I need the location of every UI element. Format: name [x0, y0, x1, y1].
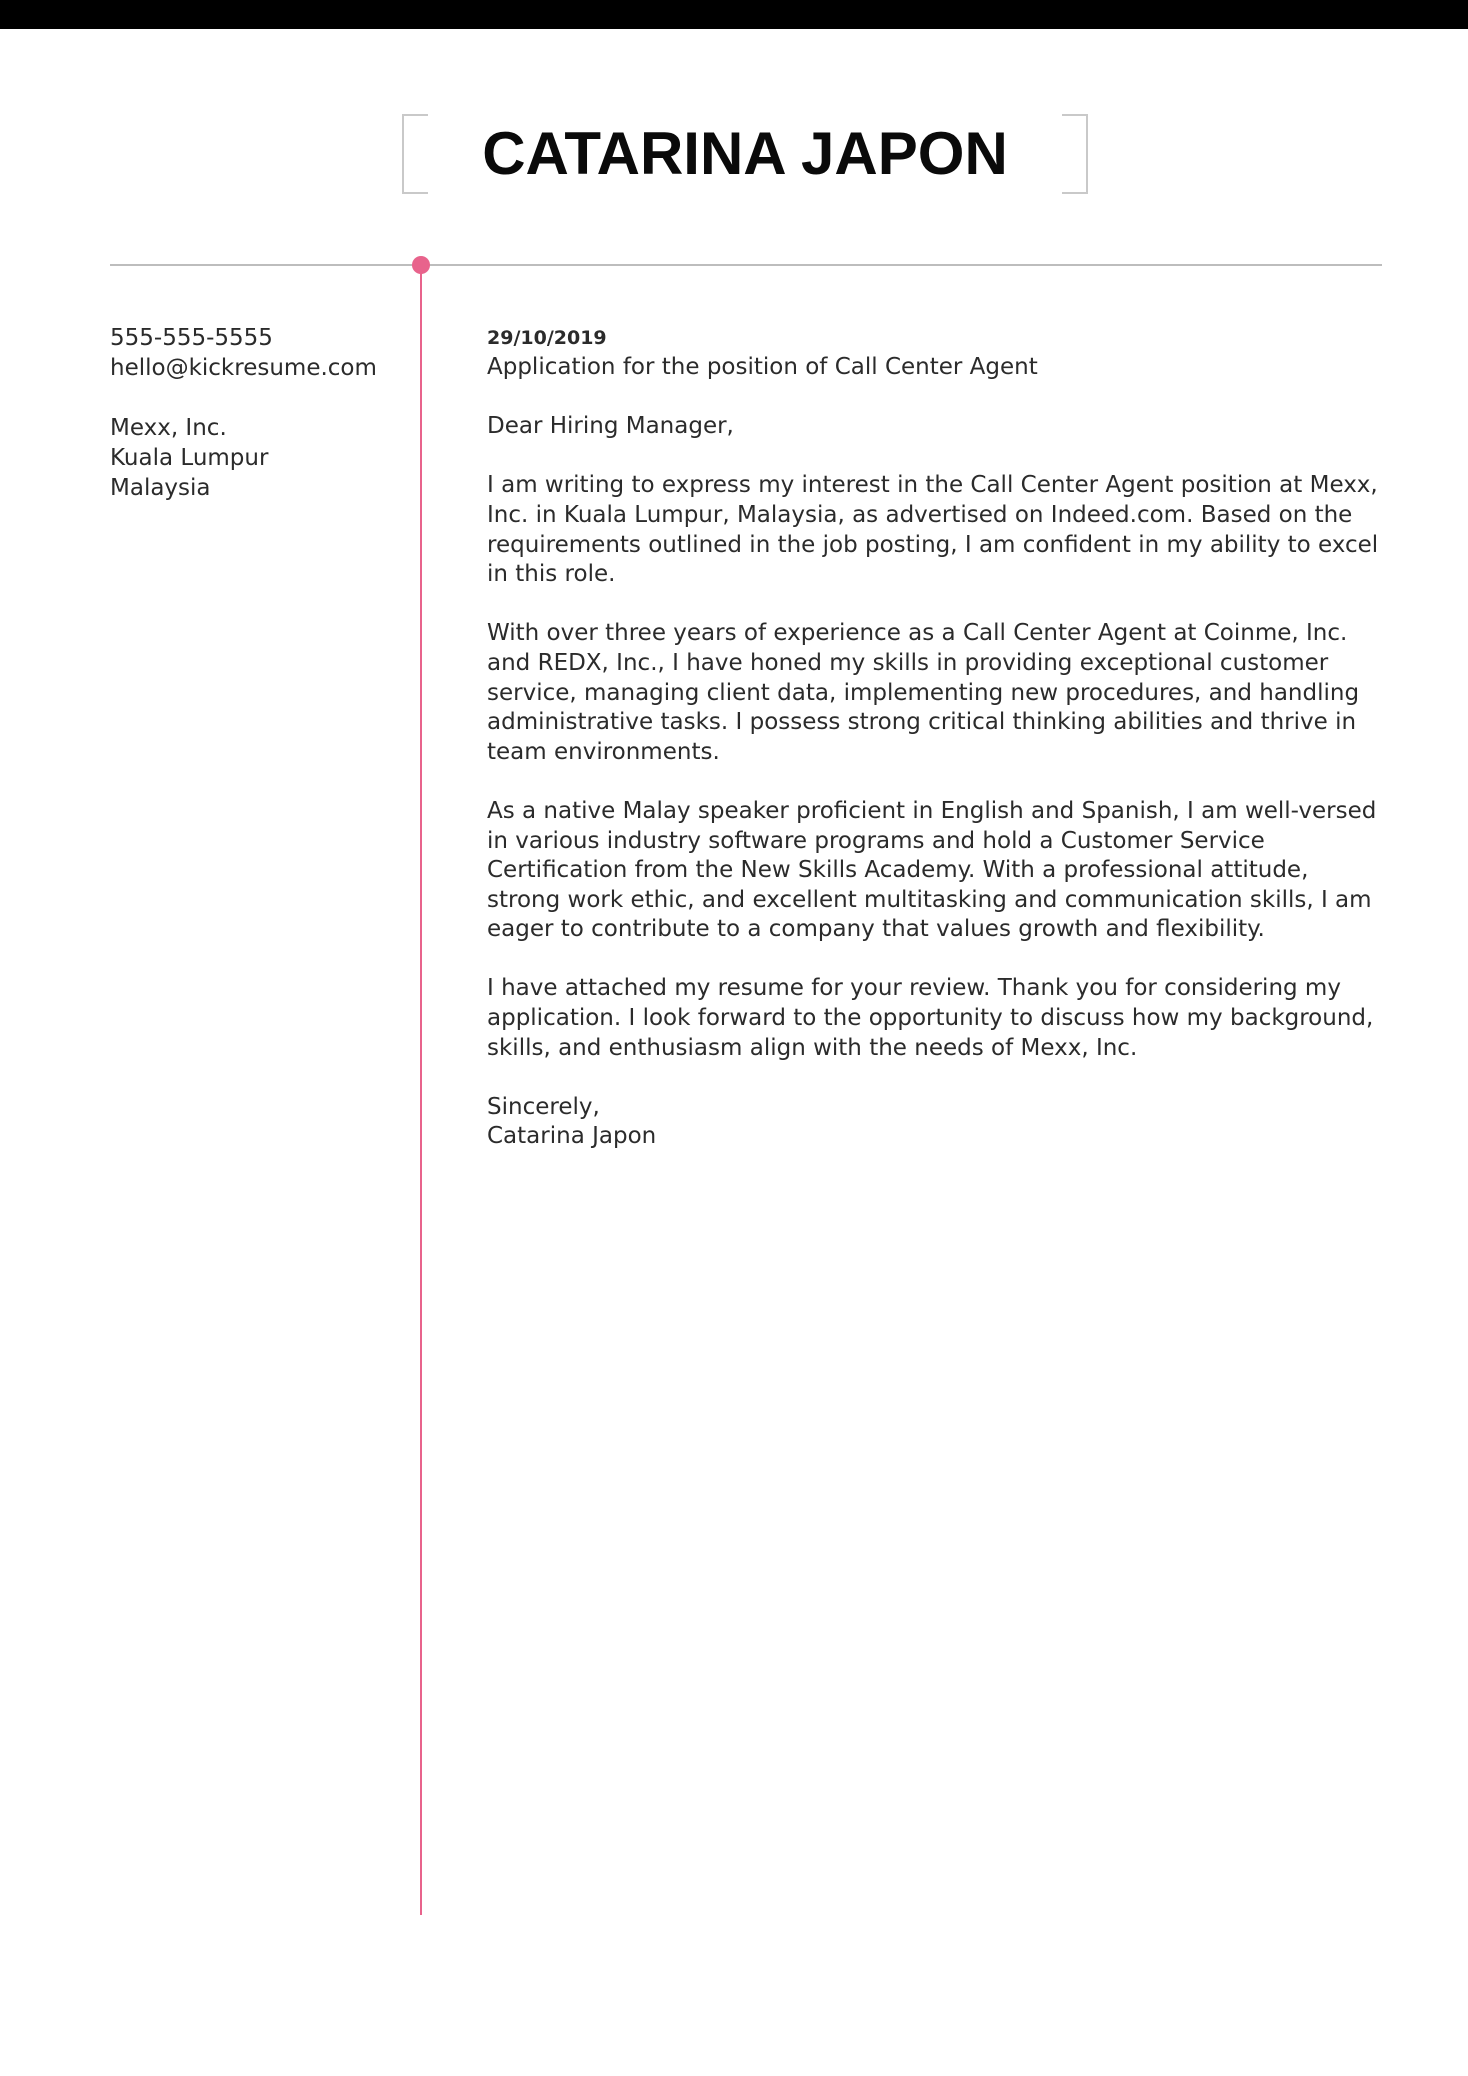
- phone-number: 555-555-5555: [110, 325, 273, 351]
- horizontal-divider: [110, 264, 1382, 266]
- signature: Catarina Japon: [487, 1123, 657, 1150]
- divider-dot-ornament: [412, 256, 430, 274]
- vertical-divider: [420, 265, 422, 1915]
- letter-date: 29/10/2019: [487, 327, 607, 349]
- closing: Sincerely,: [487, 1093, 600, 1120]
- recipient-company: Mexx, Inc.: [110, 415, 227, 441]
- name-header: [402, 114, 1088, 194]
- letter-body: [487, 323, 1382, 1152]
- paragraph-3: As a native Malay speaker proficient in English and Spanish, I am well-versed in various industry software programs and hold a Customer Service Certification from the New Skills Academy. With a professional attitude, strong work ethic, and excellent multitasking and communication skills, I am eager to contribute to a company that values growth and flexibility.: [487, 797, 1377, 943]
- applicant-name: CATARINA JAPON: [482, 120, 1008, 187]
- signoff: [487, 1093, 1382, 1152]
- recipient-city: Kuala Lumpur: [110, 445, 269, 471]
- contact-info: [110, 323, 410, 383]
- paragraph-2: With over three years of experience as a Call Center Agent at Coinme, Inc. and REDX, Inc., I have honed my skills in providing exceptional customer service, managing client data, implementing new procedures, and handling administrative tasks. I possess strong critical thinking abilities and thrive in team environments.: [487, 620, 1360, 765]
- paragraph-4: I have attached my resume for your review. Thank you for considering my application. I look forward to the opportunity to discuss how my background, skills, and enthusiasm align with the needs of Mexx, Inc.: [487, 975, 1374, 1061]
- top-bar: [0, 0, 1468, 29]
- email-address: hello@kickresume.com: [110, 355, 377, 381]
- recipient-address: [110, 413, 410, 503]
- recipient-country: Malaysia: [110, 475, 211, 501]
- salutation: Dear Hiring Manager,: [487, 413, 734, 440]
- contact-sidebar: [110, 323, 410, 533]
- paragraph-1: I am writing to express my interest in the Call Center Agent position at Mexx, Inc. in Kuala Lumpur, Malaysia, as advertised on Indeed.com. Based on the requirements outlined in the job posting, I am confident in my ability to excel in this role.: [487, 472, 1379, 588]
- letter-subject: Application for the position of Call Center Agent: [487, 354, 1038, 380]
